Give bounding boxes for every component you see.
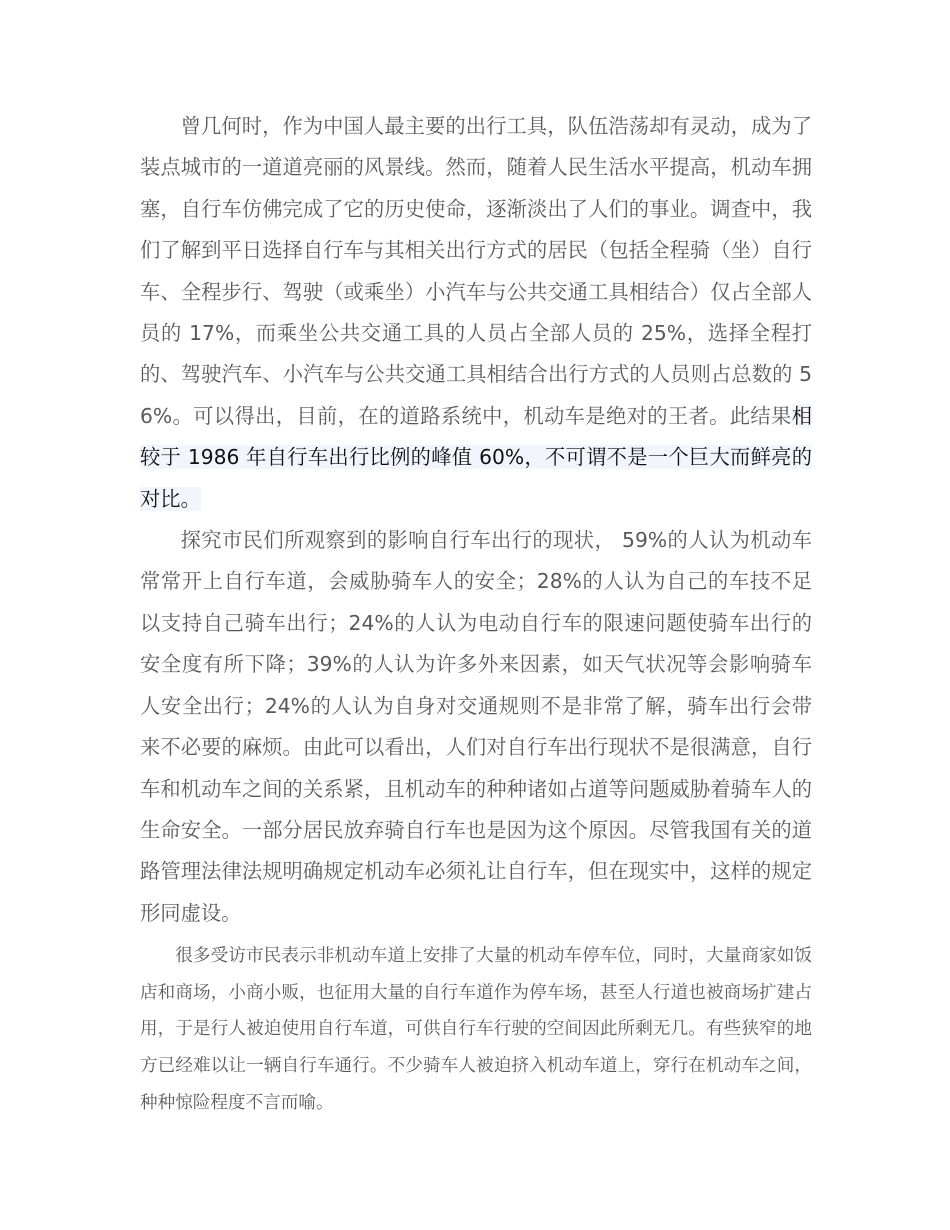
paragraph-1-text: 曾几何时，作为中国人最主要的出行工具，队伍浩荡却有灵动，成为了装点城市的一道道亮丽的风景线。然而，随着人民生活水平提高，机动车拥塞，自行车仿佛完成了它的历史使命，逐渐淡出了人们的事业。调查中，我们了解到平日选择自行车与其相关出行方式的居民（包括全程骑（坐）自行车、全程步行、驾驶（或乘坐）小汽车与公共交通工具相结合）仅占全部人员的 17%，而乘坐公共交通工具的人员占全部人员的 25%，选择全程打的、驾驶汽车、小汽车与公共交通工具相结合出行方式的人员则占总数的 56%。可以得出，目前，在的道路系统中，机动车是绝对的王者。此结果 [140, 114, 812, 428]
paragraph-1-highlighted-text: 相较于 1986 年自行车出行比例的峰值 60%，不可谓不是一个巨大而鲜亮的对比。 [140, 403, 812, 511]
paragraph-1 [140, 106, 812, 520]
paragraph-2: 探究市民们所观察到的影响自行车出行的现状， 59%的人认为机动车常常开上自行车道，会威胁骑车人的安全；28%的人认为自己的车技不足以支持自己骑车出行；24%的人认为电动自行车的限速问题使骑车出行的安全度有所下降；39%的人认为许多外来因素，如天气状况等会影响骑车人安全出行；24%的人认为自身对交通规则不是非常了解，骑车出行会带来不必要的麻烦。由此可以看出，人们对自行车出行现状不是很满意，自行车和机动车之间的关系紧，且机动车的种种诸如占道等问题威胁着骑车人的生命安全。一部分居民放弃骑自行车也是因为这个原因。尽管我国有关的道路管理法律法规明确规定机动车必须礼让自行车，但在现实中，这样的规定形同虚设。 [140, 528, 812, 925]
paragraph-3: 很多受访市民表示非机动车道上安排了大量的机动车停车位，同时，大量商家如饭店和商场，小商小贩，也征用大量的自行车道作为停车场，甚至人行道也被商场扩建占用，于是行人被迫使用自行车道，可供自行车行驶的空间因此所剩无几。有些狭窄的地方已经难以让一辆自行车通行。不少骑车人被迫挤入机动车道上，穿行在机动车之间，种种惊险程度不言而喻。 [140, 946, 812, 1113]
document-body [140, 106, 812, 1121]
